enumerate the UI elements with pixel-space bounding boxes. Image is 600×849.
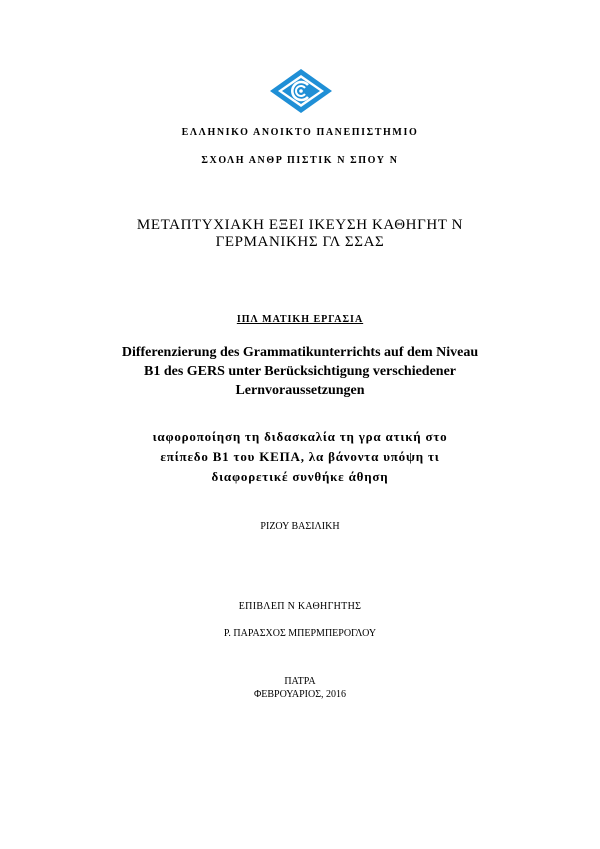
university-logo-icon [268, 68, 334, 114]
program-title-line: ΓΕΡΜΑΝΙΚΗΣ ΓΛ ΣΣΑΣ [215, 234, 385, 250]
title-de-line: Differenzierung des Grammatikunterrichts auf dem Niveau [121, 345, 479, 360]
date: ΦΕΒΡΟΥΑΡΙΟΣ, 2016 [253, 689, 347, 700]
title-el-line: διαφορετικέ συνθήκε άθηση [211, 469, 389, 484]
supervisor-label: ΕΠΙΒΛΕΠ Ν ΚΑΘΗΓΗΤΗΣ [238, 601, 362, 612]
program-title-line: ΜΕΤΑΠΤΥΧΙΑΚΗ ΕΞΕΙ ΙΚΕΥΣΗ ΚΑΘΗΓΗΤ Ν [136, 217, 464, 233]
title-el-line: επίπεδο B1 του ΚΕΠΑ, λα βάνοντα υπόψη τι [160, 449, 440, 464]
thesis-type-label: ΙΠΛ ΜΑΤΙΚΗ ΕΡΓΑΣΙΑ [236, 314, 364, 325]
thesis-title-german [0, 343, 600, 400]
thesis-title-greek [0, 427, 600, 487]
school-name: ΣΧΟΛΗ ΑΝΘΡ ΠΙΣΤΙΚ Ν ΣΠΟΥ Ν [201, 155, 399, 166]
city: ΠΑΤΡΑ [284, 676, 316, 687]
supervisor-name: Ρ. ΠΑΡΑΣΧΟΣ ΜΠΕΡΜΠΕΡΟΓΛΟΥ [223, 628, 377, 639]
program-title [0, 217, 600, 251]
university-name: ΕΛΛΗΝΙΚΟ ΑΝΟΙΚΤΟ ΠΑΝΕΠΙΣΤΗΜΙΟ [181, 127, 419, 138]
title-de-line: Lernvoraussetzungen [235, 383, 365, 398]
title-el-line: ιαφοροποίηση τη διδασκαλία τη γρα ατική στο [152, 429, 448, 444]
author-name: ΡΙΖΟΥ ΒΑΣΙΛΙΚΗ [260, 521, 340, 532]
thesis-type [0, 314, 600, 325]
title-de-line: B1 des GERS unter Berücksichtigung verschiedener [143, 364, 457, 379]
